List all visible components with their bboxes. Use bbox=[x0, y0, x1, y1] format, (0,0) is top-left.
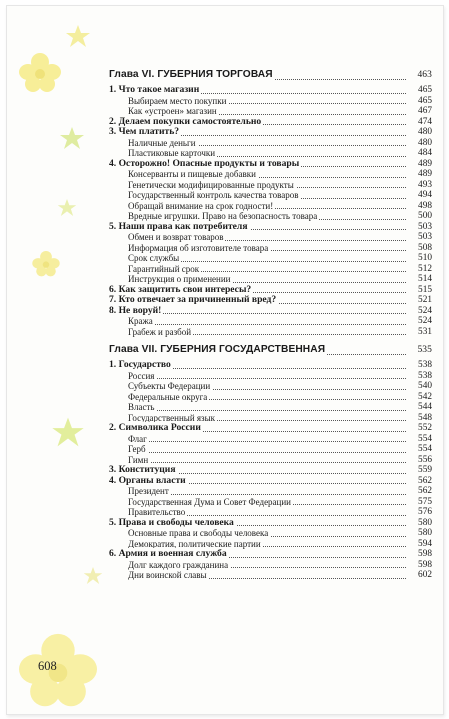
toc-title: 5. Наши права как потребителя bbox=[109, 220, 248, 232]
toc-page: 489 bbox=[418, 158, 432, 169]
toc-section bbox=[109, 360, 432, 371]
toc-section bbox=[109, 549, 432, 560]
toc-title: 6. Как защитить свои интересы? bbox=[109, 283, 252, 295]
toc-leader bbox=[128, 324, 406, 325]
toc-title: Информация об изготовителе товара bbox=[128, 242, 269, 253]
toc-page: 542 bbox=[418, 391, 432, 402]
toc-section bbox=[109, 127, 432, 138]
toc-page: 544 bbox=[418, 402, 432, 412]
toc-subsection bbox=[109, 316, 432, 327]
toc-page: 510 bbox=[418, 253, 432, 263]
toc-title: Срок службы bbox=[128, 253, 180, 263]
toc-leader bbox=[128, 441, 406, 442]
toc-page: 554 bbox=[418, 433, 432, 444]
toc-page: 484 bbox=[418, 148, 432, 158]
toc-title: Наличные деньги bbox=[128, 137, 196, 148]
toc-title: Глава VII. ГУБЕРНИЯ ГОСУДАРСТВЕННАЯ bbox=[109, 344, 326, 355]
toc-page: 580 bbox=[418, 528, 432, 538]
toc-title: Кража bbox=[128, 316, 153, 326]
toc-subsection bbox=[109, 392, 432, 403]
star-icon bbox=[65, 24, 91, 48]
toc-page: 575 bbox=[418, 496, 432, 507]
toc-page: 538 bbox=[418, 370, 432, 381]
toc-subsection bbox=[109, 402, 432, 413]
toc-subsection bbox=[109, 169, 432, 180]
toc-page: 514 bbox=[418, 274, 432, 284]
toc-section bbox=[109, 85, 432, 96]
toc-page: 559 bbox=[418, 465, 432, 475]
toc-subsection bbox=[109, 211, 432, 222]
toc-page: 500 bbox=[418, 211, 432, 221]
toc-page: 562 bbox=[418, 475, 432, 486]
toc-title: Глава VI. ГУБЕРНИЯ ТОРГОВАЯ bbox=[109, 69, 273, 80]
toc-subsection bbox=[109, 232, 432, 243]
star-icon bbox=[57, 198, 77, 217]
toc-page: 465 bbox=[418, 95, 432, 106]
toc-page: 531 bbox=[418, 326, 432, 337]
toc-leader bbox=[128, 462, 406, 463]
toc-subsection bbox=[109, 497, 432, 508]
toc-page: 524 bbox=[418, 305, 432, 316]
toc-page: 508 bbox=[418, 242, 432, 253]
toc-title: Демократия, политические партии bbox=[128, 538, 261, 549]
toc-subsection bbox=[109, 444, 432, 455]
toc-subsection bbox=[109, 148, 432, 159]
toc-title: 2. Делаем покупки самостоятельно bbox=[109, 115, 262, 127]
toc-page: 556 bbox=[418, 454, 432, 465]
toc-page: 576 bbox=[418, 507, 432, 517]
toc-section bbox=[109, 222, 432, 233]
toc-subsection bbox=[109, 560, 432, 571]
toc-subsection bbox=[109, 274, 432, 285]
toc-title: Основные права и свободы человека bbox=[128, 528, 269, 538]
toc-page: 463 bbox=[417, 70, 432, 80]
star-icon bbox=[51, 416, 85, 448]
toc-title: Государственный язык bbox=[128, 412, 215, 423]
toc-title: Генетически модифицированные продукты bbox=[128, 179, 294, 190]
toc-page: 554 bbox=[418, 444, 432, 454]
toc-title: 5. Права и свободы человека bbox=[109, 516, 234, 528]
toc-title: Вредные игрушки. Право на безопасность товара bbox=[128, 211, 318, 221]
toc-title: Власть bbox=[128, 402, 155, 412]
toc-section bbox=[109, 306, 432, 317]
toc-page: 489 bbox=[418, 169, 432, 179]
page-number: 608 bbox=[38, 659, 57, 673]
toc-page: 548 bbox=[418, 412, 432, 423]
toc-page: 480 bbox=[418, 127, 432, 137]
toc-page: 493 bbox=[418, 179, 432, 190]
toc-title: Государственная Дума и Совет Федерации bbox=[128, 496, 292, 507]
toc-section bbox=[109, 465, 432, 476]
toc-page: 515 bbox=[418, 284, 432, 295]
toc-title: 7. Кто отвечает за причиненный вред? bbox=[109, 294, 277, 305]
toc-page: 467 bbox=[418, 106, 432, 116]
toc-page: 498 bbox=[418, 200, 432, 211]
toc-title: Россия bbox=[128, 370, 155, 381]
toc-section bbox=[109, 476, 432, 487]
toc-title: Выбираем место покупки bbox=[128, 95, 227, 106]
toc-title: Долг каждого гражданина bbox=[128, 559, 229, 570]
toc-title: 6. Армия и военная служба bbox=[109, 548, 227, 559]
toc-page: 598 bbox=[418, 549, 432, 559]
toc-leader bbox=[128, 452, 406, 453]
toc-page: 594 bbox=[418, 538, 432, 549]
toc-page: 503 bbox=[418, 221, 432, 232]
toc-title: 2. Символика России bbox=[109, 422, 201, 433]
flower-icon bbox=[17, 52, 63, 94]
toc-subsection bbox=[109, 381, 432, 392]
flower-icon bbox=[15, 632, 101, 710]
toc-page: 535 bbox=[417, 345, 432, 355]
toc-page: 552 bbox=[418, 423, 432, 433]
toc-subsection bbox=[109, 190, 432, 201]
toc-leader bbox=[128, 378, 406, 379]
toc-title: 3. Конституция bbox=[109, 464, 176, 475]
toc-page: 465 bbox=[418, 85, 432, 95]
toc-page: 538 bbox=[418, 360, 432, 370]
toc-subsection bbox=[109, 138, 432, 149]
toc-title: 4. Осторожно! Опасные продукты и товары bbox=[109, 157, 300, 169]
toc-subsection bbox=[109, 434, 432, 445]
toc-title: Гарантийный срок bbox=[128, 263, 200, 274]
toc-subsection bbox=[109, 371, 432, 382]
toc-page: 480 bbox=[418, 137, 432, 148]
toc-title: Как «устроен» магазин bbox=[128, 106, 217, 116]
toc-title: Обращай внимание на срок годности! bbox=[128, 200, 274, 211]
toc-title: 8. Не воруй! bbox=[109, 304, 162, 316]
star-icon bbox=[83, 566, 103, 585]
toc-title: Президент bbox=[128, 486, 169, 496]
toc-subsection bbox=[109, 507, 432, 518]
toc-title: Грабеж и разбой bbox=[128, 326, 192, 337]
toc-page: 512 bbox=[418, 263, 432, 274]
toc-subsection bbox=[109, 106, 432, 117]
toc-subsection bbox=[109, 486, 432, 497]
toc-title: 1. Что такое магазин bbox=[109, 84, 200, 95]
toc-title: Дни воинской славы bbox=[128, 570, 207, 580]
toc-title: Инструкция о применении bbox=[128, 274, 231, 284]
toc-chapter bbox=[109, 343, 432, 357]
flower-icon bbox=[31, 250, 61, 278]
toc-title: 3. Чем платить? bbox=[109, 126, 180, 137]
toc-subsection bbox=[109, 96, 432, 107]
toc-title: Правительство bbox=[128, 507, 186, 517]
toc-leader bbox=[128, 410, 406, 411]
toc-title: Обмен и возврат товаров bbox=[128, 232, 224, 242]
toc-page: 598 bbox=[418, 559, 432, 570]
toc-section bbox=[109, 159, 432, 170]
toc-title: 4. Органы власти bbox=[109, 474, 186, 486]
toc-section bbox=[109, 423, 432, 434]
toc-title: Герб bbox=[128, 444, 146, 454]
toc-page: 524 bbox=[418, 316, 432, 326]
toc-title: Флаг bbox=[128, 433, 147, 444]
toc-subsection bbox=[109, 201, 432, 212]
toc-title: Пластиковые карточки bbox=[128, 148, 216, 158]
book-page bbox=[6, 5, 444, 715]
toc-title: Субъекты Федерации bbox=[128, 381, 211, 391]
toc-page: 602 bbox=[418, 570, 432, 580]
toc-page: 494 bbox=[418, 190, 432, 200]
toc-section bbox=[109, 518, 432, 529]
toc-subsection bbox=[109, 180, 432, 191]
toc-subsection bbox=[109, 327, 432, 338]
toc-title: 1. Государство bbox=[109, 359, 171, 370]
toc-subsection bbox=[109, 570, 432, 581]
table-of-contents bbox=[109, 68, 432, 581]
toc-page: 540 bbox=[418, 381, 432, 391]
toc-title: Федеральные округа bbox=[128, 391, 208, 402]
toc-subsection bbox=[109, 243, 432, 254]
toc-chapter bbox=[109, 68, 432, 82]
toc-subsection bbox=[109, 528, 432, 539]
star-icon bbox=[59, 126, 85, 150]
toc-page: 503 bbox=[418, 232, 432, 242]
toc-page: 474 bbox=[418, 116, 432, 127]
toc-section bbox=[109, 295, 432, 306]
toc-page: 580 bbox=[418, 517, 432, 528]
toc-subsection bbox=[109, 253, 432, 264]
toc-title: Консерванты и пищевые добавки bbox=[128, 169, 256, 179]
toc-page: 562 bbox=[418, 486, 432, 496]
toc-title: Гимн bbox=[128, 454, 149, 465]
toc-subsection bbox=[109, 264, 432, 275]
toc-page: 521 bbox=[418, 295, 432, 305]
toc-title: Государственный контроль качества товаров bbox=[128, 190, 299, 200]
